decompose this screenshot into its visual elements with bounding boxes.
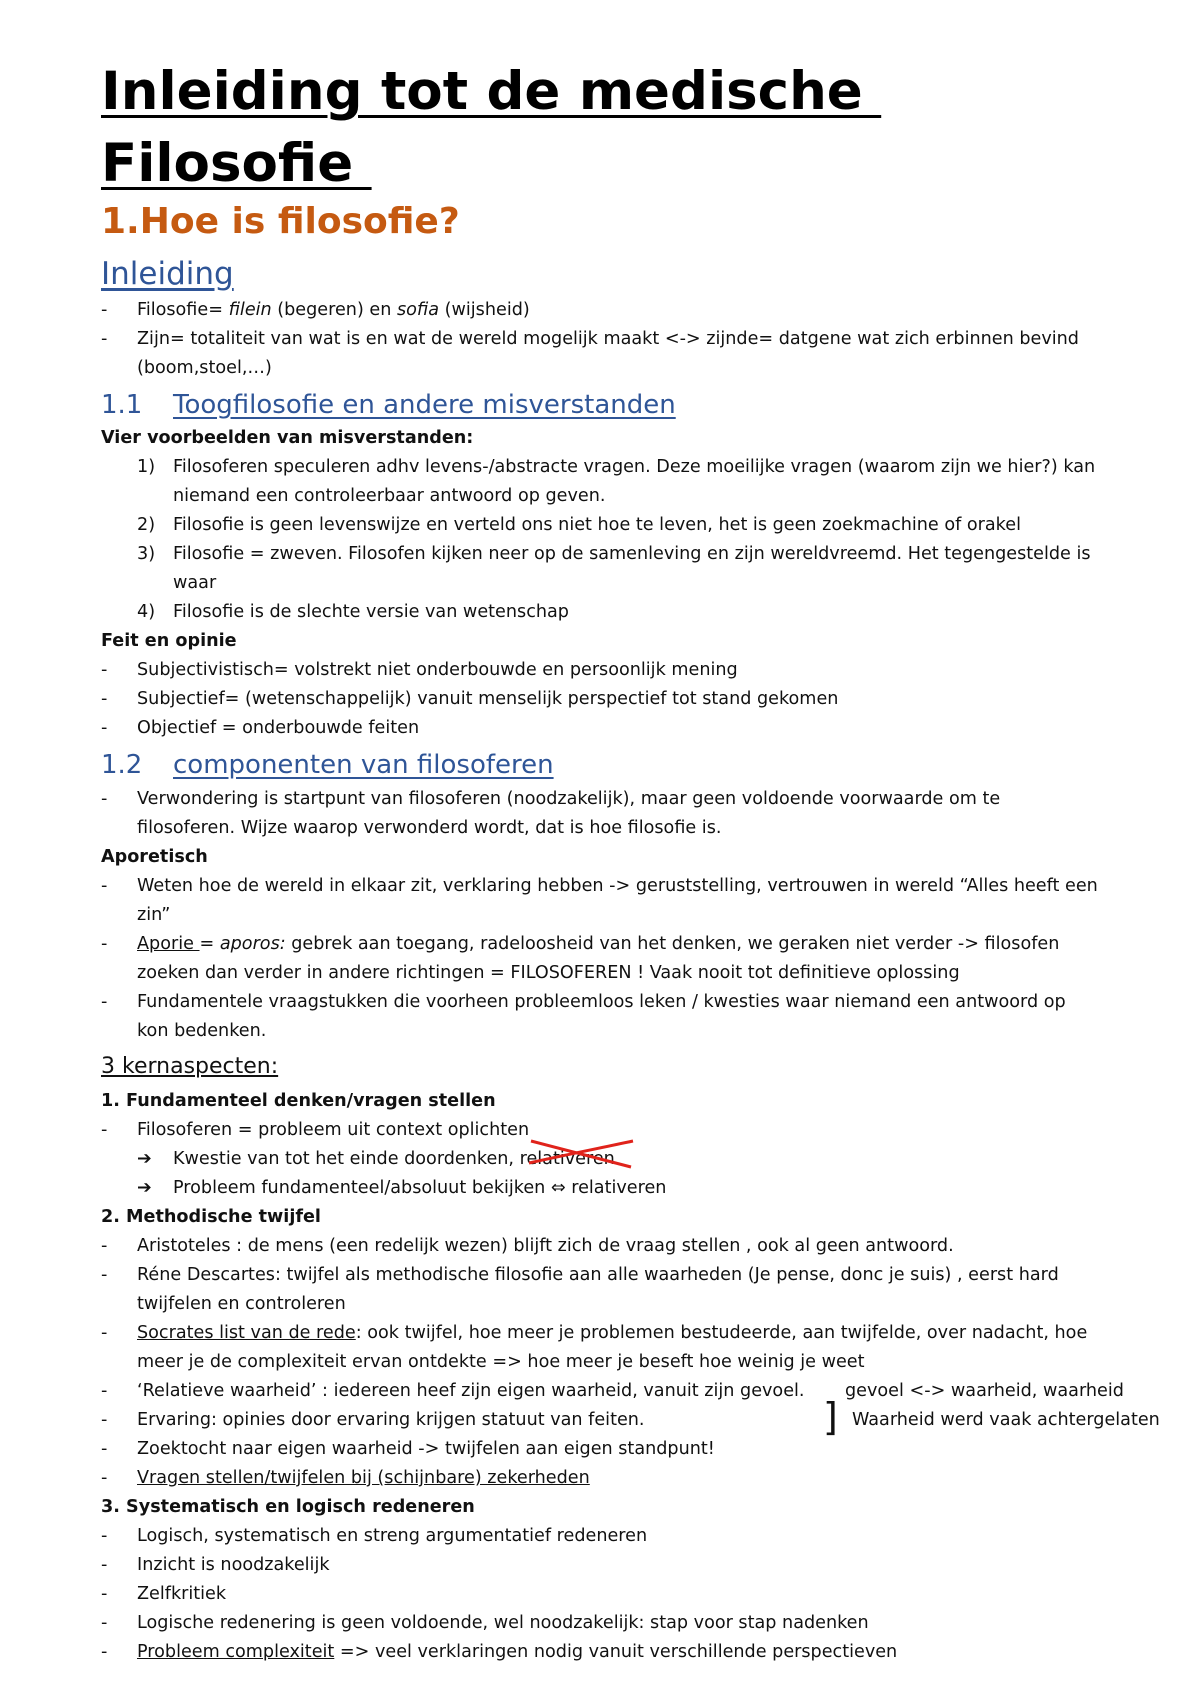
side-note: gevoel <-> waarheid, waarheid	[845, 1381, 1124, 1401]
list-item-continuation: (boom,stoel,…)	[137, 358, 272, 378]
text-run: : ook twijfel, hoe meer je problemen bestudeerde, aan twijfelde, over nadacht, hoe	[355, 1323, 1088, 1343]
list-item-text: Inzicht is noodzakelijk	[137, 1555, 330, 1575]
list-item-text: Zijn= totaliteit van wat is en wat de wereld mogelijk maakt <-> zijnde= datgene wat zich erbinnen bevind	[137, 329, 1079, 349]
bracket-mark: ]	[823, 1395, 838, 1439]
chapter-heading: 1.Hoe is filosofie?	[101, 201, 460, 242]
subheading: 3. Systematisch en logisch redeneren	[101, 1497, 475, 1517]
section-number: 1.1	[101, 390, 143, 420]
text-run: Filosofie=	[137, 300, 229, 320]
text-run: aporos:	[219, 934, 286, 954]
bullet-dash: -	[101, 660, 108, 680]
bullet-dash: -	[101, 1323, 108, 1343]
text-run: Aporie	[137, 934, 200, 954]
list-item-text: Réne Descartes: twijfel als methodische filosofie aan alle waarheden (Je pense, donc je suis) , eerst hard	[137, 1265, 1059, 1285]
bullet-dash: -	[101, 1642, 108, 1662]
text-run: =	[199, 934, 220, 954]
list-item-text: Weten hoe de wereld in elkaar zit, verklaring hebben -> geruststelling, vertrouwen in wereld “Alles heeft een	[137, 876, 1098, 896]
subheading: 1. Fundamenteel denken/vragen stellen	[101, 1091, 496, 1111]
list-item-continuation: meer je de complexiteit ervan ontdekte => hoe meer je beseft hoe weinig je weet	[137, 1352, 865, 1372]
red-cross-out-mark	[525, 1137, 637, 1171]
text-run: sofia	[396, 300, 440, 320]
item-continuation: waar	[173, 573, 217, 593]
item-text: Filosofie is de slechte versie van wetenschap	[173, 602, 569, 622]
side-note: Waarheid werd vaak achtergelaten	[852, 1410, 1160, 1430]
arrow-icon: ➔	[137, 1178, 152, 1198]
bullet-dash: -	[101, 689, 108, 709]
bullet-dash: -	[101, 1613, 108, 1633]
bullet-dash: -	[101, 1526, 108, 1546]
bullet-dash: -	[101, 1265, 108, 1285]
subheading: Vier voorbeelden van misverstanden:	[101, 428, 474, 448]
list-item-text: Vragen stellen/twijfelen bij (schijnbare) zekerheden	[137, 1468, 590, 1488]
bullet-dash: -	[101, 1555, 108, 1575]
list-item-continuation: zoeken dan verder in andere richtingen = FILOSOFEREN ! Vaak nooit tot definitieve oplossing	[137, 963, 960, 983]
text-run: Probleem complexiteit	[137, 1642, 335, 1662]
bullet-dash: -	[101, 300, 108, 320]
list-item-continuation: kon bedenken.	[137, 1021, 267, 1041]
text-run: gebrek aan toegang, radeloosheid van het denken, we geraken niet verder -> filosofen	[285, 934, 1060, 954]
list-item-text: Aristoteles : de mens (een redelijk wezen) blijft zich de vraag stellen , ook al geen antwoord.	[137, 1236, 954, 1256]
item-number: 4)	[137, 602, 156, 622]
bullet-dash: -	[101, 718, 108, 738]
arrow-icon: ➔	[137, 1149, 152, 1169]
section-heading-inleiding: Inleiding	[101, 256, 234, 292]
list-item-text: ‘Relatieve waarheid’ : iedereen heef zijn eigen waarheid, vanuit zijn gevoel.	[137, 1381, 805, 1401]
list-item-continuation: zin”	[137, 905, 171, 925]
list-item-text	[137, 296, 530, 325]
list-item-continuation: filosoferen. Wijze waarop verwonderd wordt, dat is hoe filosofie is.	[137, 818, 722, 838]
list-item-continuation: twijfelen en controleren	[137, 1294, 346, 1314]
list-item-text: Objectief = onderbouwde feiten	[137, 718, 420, 738]
text-run: filein	[228, 300, 272, 320]
list-item-text: Subjectief= (wetenschappelijk) vanuit menselijk perspectief tot stand gekomen	[137, 689, 839, 709]
page-title	[101, 56, 881, 200]
section-title: Toogfilosofie en andere misverstanden	[173, 390, 676, 420]
list-item-text: Filosoferen = probleem uit context oplichten	[137, 1120, 530, 1140]
bullet-dash: -	[101, 992, 108, 1012]
list-item-text	[137, 1319, 1087, 1348]
item-text: Filosoferen speculeren adhv levens-/abstracte vragen. Deze moeilijke vragen (waarom zijn we hier?) kan	[173, 457, 1096, 477]
section-heading-1-1	[101, 388, 676, 422]
item-number: 2)	[137, 515, 156, 535]
bullet-dash: -	[101, 1381, 108, 1401]
bullet-dash: -	[101, 1236, 108, 1256]
section-heading-1-2	[101, 748, 554, 782]
kernaspecten-heading: 3 kernaspecten:	[101, 1054, 279, 1079]
struck-text: relativeren	[519, 1149, 615, 1169]
section-number: 1.2	[101, 750, 143, 780]
subheading: 2. Methodische twijfel	[101, 1207, 321, 1227]
list-item-text	[137, 930, 1059, 959]
item-number: 1)	[137, 457, 156, 477]
text-run: Socrates list van de rede	[137, 1323, 356, 1343]
list-item-text: Verwondering is startpunt van filosoferen (noodzakelijk), maar geen voldoende voorwaarde om te	[137, 789, 1001, 809]
title-line-1: Inleiding tot de medische	[101, 61, 882, 122]
bullet-dash: -	[101, 934, 108, 954]
item-continuation: niemand een controleerbaar antwoord op geven.	[173, 486, 606, 506]
subheading: Feit en opinie	[101, 631, 237, 651]
bullet-dash: -	[101, 789, 108, 809]
bullet-dash: -	[101, 329, 108, 349]
arrow-item-text: Probleem fundamenteel/absoluut bekijken ⇔ relativeren	[173, 1178, 667, 1198]
list-item-text: Zoektocht naar eigen waarheid -> twijfelen aan eigen standpunt!	[137, 1439, 715, 1459]
list-item-text: Fundamentele vraagstukken die voorheen probleemloos leken / kwesties waar niemand een antwoord op	[137, 992, 1066, 1012]
item-text: Filosofie is geen levenswijze en verteld ons niet hoe te leven, het is geen zoekmachine of orakel	[173, 515, 1021, 535]
section-title: componenten van filosoferen	[173, 750, 554, 780]
text-run: Kwestie van tot het einde doordenken,	[173, 1149, 520, 1169]
text-run: (begeren) en	[271, 300, 397, 320]
list-item-text: Zelfkritiek	[137, 1584, 227, 1604]
list-item-text: Ervaring: opinies door ervaring krijgen statuut van feiten.	[137, 1410, 645, 1430]
title-line-2: Filosofie	[101, 133, 372, 194]
bullet-dash: -	[101, 1584, 108, 1604]
list-item-text: Logische redenering is geen voldoende, wel noodzakelijk: stap voor stap nadenken	[137, 1613, 869, 1633]
subheading: Aporetisch	[101, 847, 208, 867]
list-item-text: Subjectivistisch= volstrekt niet onderbouwde en persoonlijk mening	[137, 660, 738, 680]
bullet-dash: -	[101, 1439, 108, 1459]
bullet-dash: -	[101, 1120, 108, 1140]
item-number: 3)	[137, 544, 156, 564]
bullet-dash: -	[101, 876, 108, 896]
bullet-dash: -	[101, 1410, 108, 1430]
text-run: (wijsheid)	[439, 300, 530, 320]
bullet-dash: -	[101, 1468, 108, 1488]
list-item-text	[137, 1638, 897, 1667]
text-run: => veel verklaringen nodig vanuit verschillende perspectieven	[334, 1642, 898, 1662]
list-item-text: Logisch, systematisch en streng argumentatief redeneren	[137, 1526, 648, 1546]
item-text: Filosofie = zweven. Filosofen kijken neer op de samenleving en zijn wereldvreemd. Het tegengestelde is	[173, 544, 1091, 564]
